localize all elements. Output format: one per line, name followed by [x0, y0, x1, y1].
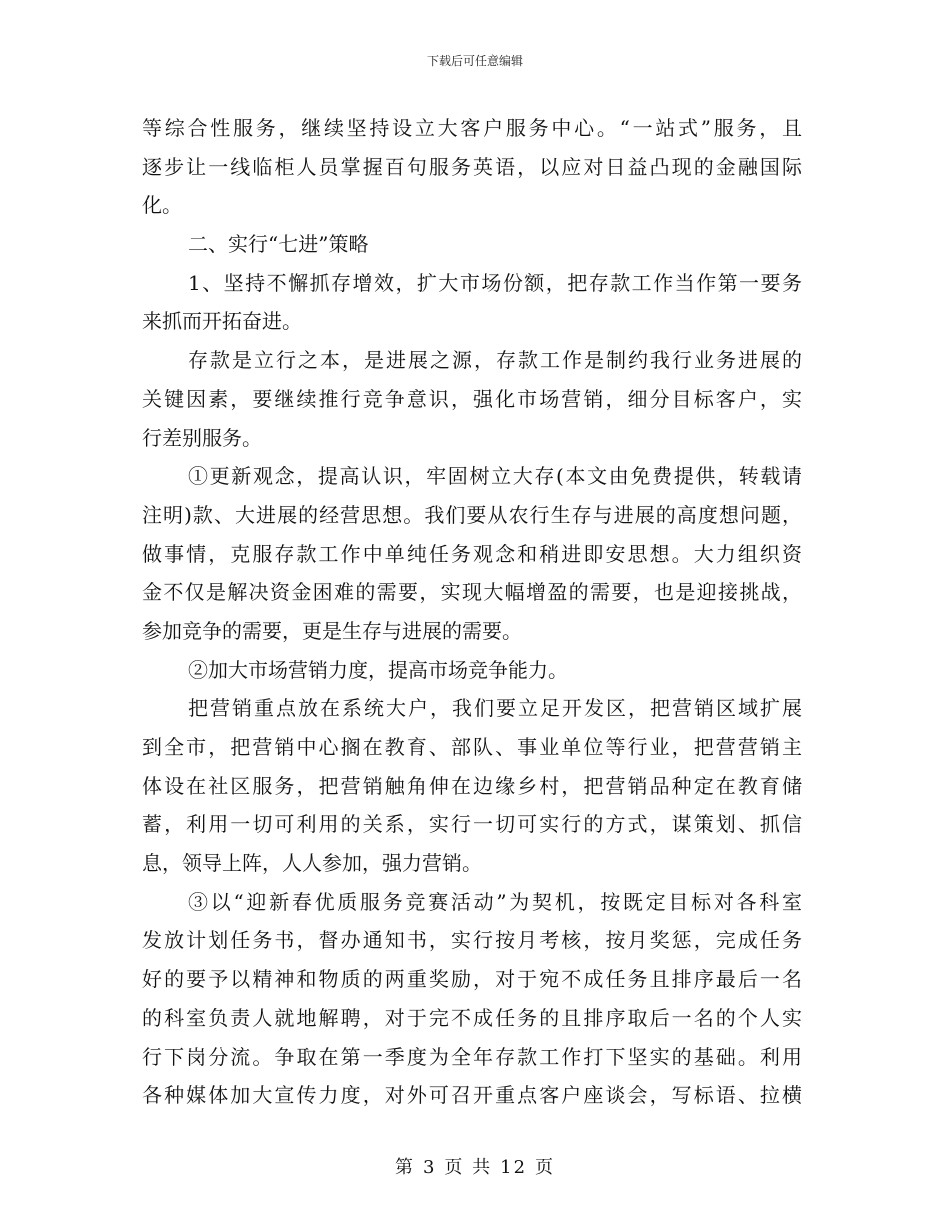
footer-total-pages: 12 [500, 1157, 528, 1178]
text-line: 做事情，克服存款工作中单纯任务观念和稍进即安思想。大力组织资 [142, 541, 802, 566]
footer-prefix: 第 [394, 1157, 415, 1178]
text-line: 把营销重点放在系统大户，我们要立足开发区，把营销区域扩展 [188, 696, 802, 721]
text-line: ③以“迎新春优质服务竞赛活动”为契机，按既定目标对各科室 [188, 889, 802, 914]
text-line: 二、实行“七进”策略 [188, 232, 369, 257]
footer-page-number: 3 [422, 1157, 437, 1178]
text-line: 逐步让一线临柜人员掌握百句服务英语，以应对日益凸现的金融国际 [142, 154, 802, 179]
text-line: 关键因素，要继续推行竞争意识，强化市场营销，细分目标客户，实 [142, 386, 802, 411]
text-line: 参加竞争的需要，更是生存与进展的需要。 [142, 618, 522, 643]
text-line: 息，领导上阵，人人参加，强力营销。 [142, 851, 482, 876]
text-line: ②加大市场营销力度，提高市场竞争能力。 [188, 657, 568, 682]
text-line: 等综合性服务，继续坚持设立大客户服务中心。“一站式”服务，且 [142, 116, 802, 140]
text-line: ①更新观念，提高认识，牢固树立大存(本文由免费提供，转载请 [188, 464, 802, 489]
text-line: 1、坚持不懈抓存增效，扩大市场份额，把存款工作当作第一要务 [188, 270, 802, 295]
footer-suffix: 页 [535, 1157, 556, 1178]
text-line: 各种媒体加大宣传力度，对外可召开重点客户座谈会，写标语、拉横 [142, 1083, 802, 1108]
text-line: 体设在社区服务，把营销触角伸在边缘乡村，把营销品种定在教育储 [142, 773, 802, 798]
text-line: 到全市，把营销中心搁在教育、部队、事业单位等行业，把营营销主 [142, 735, 802, 759]
page-footer [0, 1158, 950, 1178]
page-header-note: 下载后可任意编辑 [426, 54, 523, 68]
footer-middle: 页 共 [444, 1157, 493, 1178]
text-line: 蓄，利用一切可利用的关系，实行一切可实行的方式，谋策划、抓信 [142, 812, 802, 837]
text-line: 化。 [142, 193, 182, 218]
text-line: 发放计划任务书，督办通知书，实行按月考核，按月奖惩，完成任务 [142, 928, 802, 953]
text-line: 金不仅是解决资金困难的需要，实现大幅增盈的需要，也是迎接挑战， [142, 580, 802, 605]
text-line: 注明)款、大进展的经营思想。我们要从农行生存与进展的高度想问题， [142, 502, 802, 527]
text-line: 行下岗分流。争取在第一季度为全年存款工作打下坚实的基础。利用 [142, 1044, 802, 1069]
text-line: 行差别服务。 [142, 425, 262, 450]
text-line: 来抓而开拓奋进。 [142, 309, 302, 334]
text-line: 好的要予以精神和物质的两重奖励，对于宛不成任务且排序最后一名 [142, 967, 802, 992]
text-line: 存款是立行之本，是进展之源，存款工作是制约我行业务进展的 [188, 348, 802, 373]
text-line: 的科室负责人就地解聘，对于完不成任务的且排序取后一名的个人实 [142, 1005, 802, 1030]
document-body [142, 109, 802, 1115]
